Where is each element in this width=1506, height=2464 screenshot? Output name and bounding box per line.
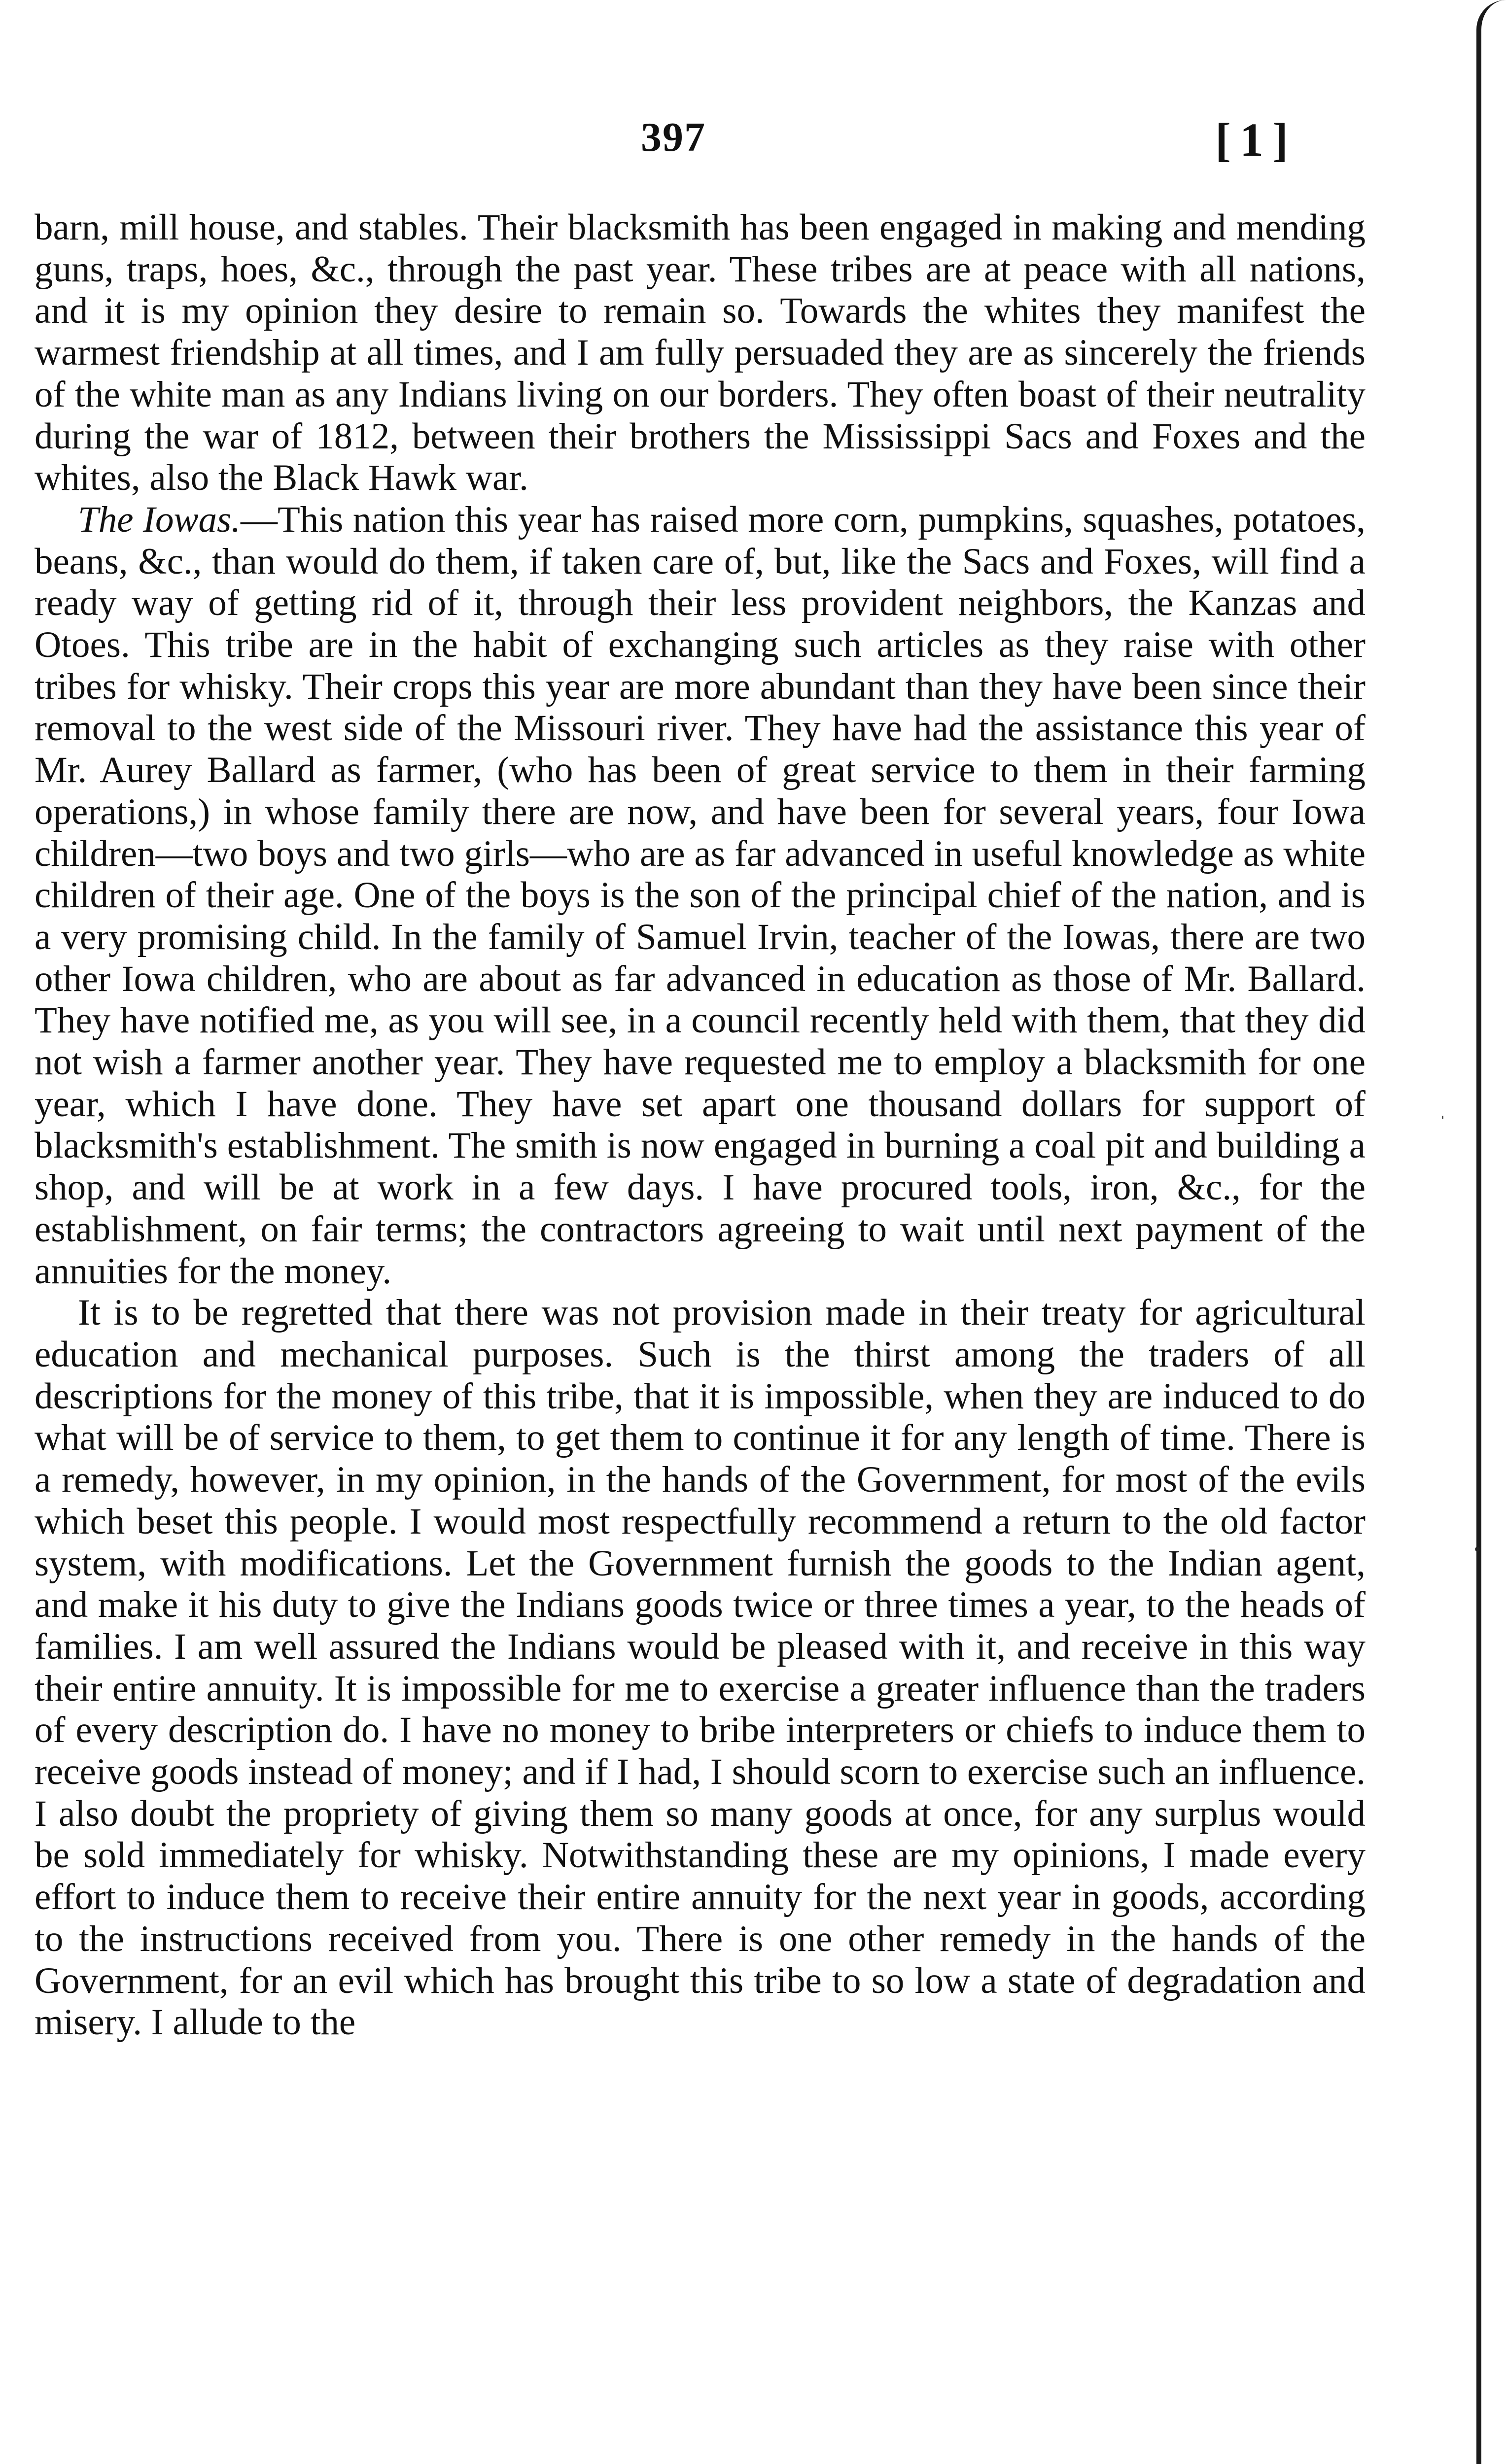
paragraph: [35, 499, 1366, 1292]
document-number: [1]: [1215, 113, 1297, 166]
page-number: 397: [641, 114, 706, 160]
paragraph: [35, 207, 1366, 499]
nation-heading: The Iowas.: [78, 499, 241, 540]
paragraph: [35, 1292, 1366, 2044]
paragraph-text: It is to be regretted that there was not provision made in their treaty for agricultural education and mechanical purposes. Such is the thirst among the traders of all descriptions for the money of this tribe, that it is impossible, when they are induced to do what will be of service to them, to get them to continue it for any length of time. There is a remedy, however, in my opinion, in the hands of the Government, for most of the evils which beset this people. I would most respectfully recommend a return to the old factor system, with modifications. Let the Government furnish the goods to the Indian agent, and make it his duty to give the Indians goods twice or three times a year, to the heads of families. I am well assured the Indians would be pleased with it, and receive in this way their entire annuity. It is impossible for me to exercise a greater influence than the traders of every description do. I have no money to bribe interpreters or chiefs to induce them to receive goods instead of money; and if I had, I should scorn to exercise such an influence. I also doubt the propriety of giving them so many goods at once, for any surplus would be sold immediately for whisky. Notwithstanding these are my opinions, I made every effort to induce them to receive their entire annuity for the next year in goods, according to the instructions received from you. There is one other remedy in the hands of the Government, for an evil which has brought this tribe to so low a state of degradation and misery. I allude to the: [35, 1292, 1366, 2043]
margin-speck: ˈ: [1439, 1112, 1446, 1134]
paragraph-text: barn, mill house, and stables. Their blacksmith has been engaged in making and mending guns, traps, hoes, &c., through the past year. These tribes are at peace with all nations, and it is my opinion they desire to remain so. Towards the whites they manifest the warmest friendship at all times, and I am fully persuaded they are as sincerely the friends of the white man as any Indians living on our borders. They often boast of their neutrality during the war of 1812, between their brothers the Mississippi Sacs and Foxes and the whites, also the Black Hawk war.: [35, 207, 1366, 499]
margin-speck: •: [1474, 1538, 1481, 1560]
page-edge: [1476, 0, 1506, 2464]
paragraph-text: —This nation this year has raised more corn, pumpkins, squashes, potatoes, beans, &c., than would do them, if taken care of, but, like the Sacs and Foxes, will find a ready way of getting rid of it, through their less provident neighbors, the Kanzas and Otoes. This tribe are in the habit of exchanging such articles as they raise with other tribes for whisky. Their crops this year are more abundant than they have been since their removal to the west side of the Missouri river. They have had the assistance this year of Mr. Aurey Ballard as farmer, (who has been of great service to them in their farming operations,) in whose family there are now, and have been for several years, four Iowa children—two boys and two girls—who are as far advanced in useful knowledge as white children of their age. One of the boys is the son of the principal chief of the nation, and is a very promising child. In the family of Samuel Irvin, teacher of the Iowas, there are two other Iowa children, who are about as far advanced in education as those of Mr. Ballard. They have notified me, as you will see, in a council recently held with them, that they did not wish a farmer another year. They have requested me to employ a blacksmith for one year, which I have done. They have set apart one thousand dollars for support of blacksmith's establishment. The smith is now engaged in burning a coal pit and building a shop, and will be at work in a few days. I have procured tools, iron, &c., for the establishment, on fair terms; the contractors agreeing to wait until next payment of the annuities for the money.: [35, 499, 1366, 1292]
body-text: [35, 207, 1366, 2044]
